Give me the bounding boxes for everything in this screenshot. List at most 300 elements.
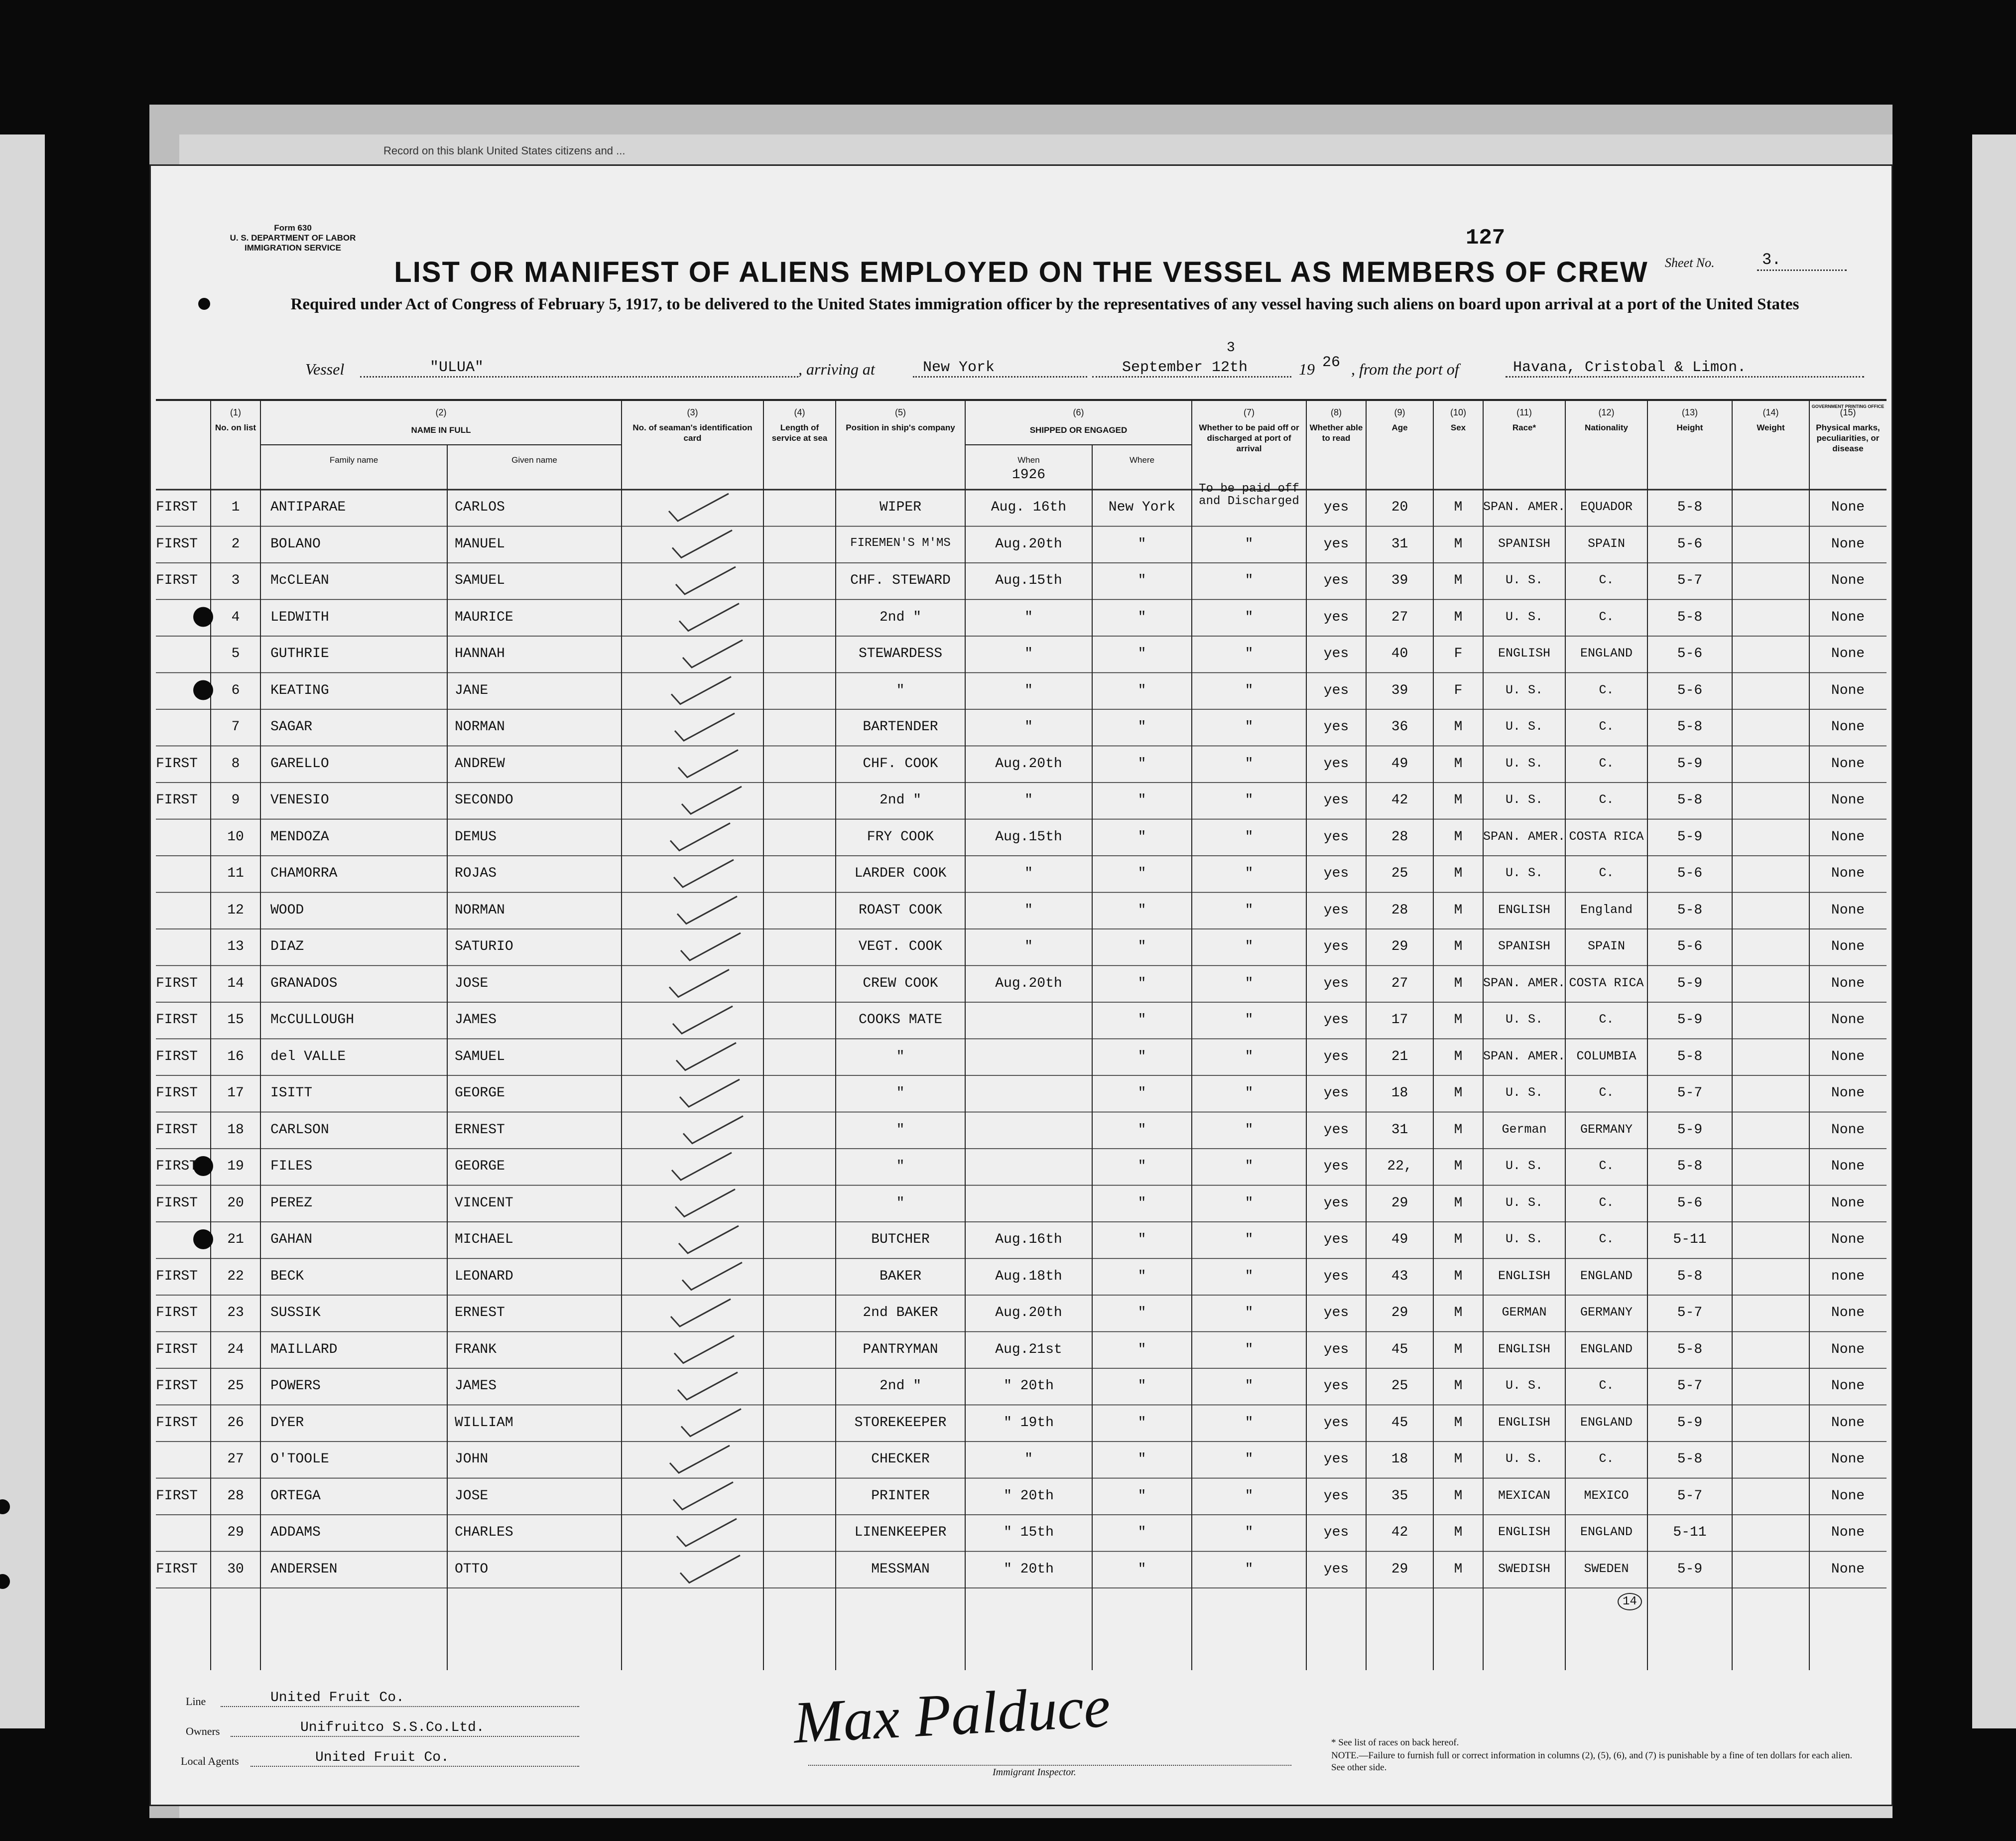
cell-height: 5-6 bbox=[1677, 939, 1703, 954]
cell-marks: None bbox=[1831, 1561, 1865, 1577]
cell-sex: M bbox=[1454, 1268, 1463, 1284]
shipped-year: 1926 bbox=[1011, 467, 1046, 483]
cell-family: KEATING bbox=[270, 682, 329, 698]
col-label-c13: Height bbox=[1676, 423, 1703, 432]
cell-nat: MEXICO bbox=[1584, 1488, 1629, 1503]
col-num-c12: (12) bbox=[1598, 407, 1615, 417]
cell-given: ERNEST bbox=[455, 1305, 505, 1320]
cell-paid: " bbox=[1245, 1415, 1254, 1431]
checkmark-icon bbox=[672, 530, 732, 558]
cell-paid: " bbox=[1245, 866, 1254, 881]
cell-given: NORMAN bbox=[455, 719, 505, 735]
cell-age: 20 bbox=[1391, 500, 1408, 515]
inspector-signature: Max Palduce bbox=[791, 1673, 1112, 1756]
cell-race: SPAN. AMER. bbox=[1483, 500, 1566, 514]
cell-age: 31 bbox=[1391, 1122, 1408, 1138]
cell-height: 5-6 bbox=[1677, 646, 1703, 661]
cell-marks: None bbox=[1831, 1049, 1865, 1064]
cell-mark: FIRST bbox=[156, 1268, 198, 1284]
cell-nat: SPAIN bbox=[1587, 939, 1625, 953]
cell-sex: M bbox=[1454, 719, 1463, 735]
cell-pos: " bbox=[896, 1195, 905, 1211]
cell-race: U. S. bbox=[1505, 1451, 1543, 1466]
cell-family: BOLANO bbox=[270, 536, 321, 552]
cell-pos: " bbox=[896, 1122, 905, 1138]
from-line bbox=[1506, 376, 1864, 378]
arriving-port: New York bbox=[923, 359, 995, 376]
cell-read: yes bbox=[1323, 1085, 1349, 1101]
cell-race: SPAN. AMER. bbox=[1483, 975, 1566, 990]
col-label-c3: No. of seaman's identification card bbox=[632, 423, 753, 443]
cell-nat: C. bbox=[1599, 756, 1614, 771]
cell-nat: C. bbox=[1599, 719, 1614, 734]
checkmark-icon bbox=[675, 713, 735, 741]
line-underline bbox=[221, 1706, 579, 1707]
cell-pos: CHF. COOK bbox=[863, 756, 938, 772]
cell-sex: M bbox=[1454, 500, 1463, 515]
cell-sex: M bbox=[1454, 1122, 1463, 1138]
cell-no: 9 bbox=[231, 792, 240, 808]
cell-race: U. S. bbox=[1505, 573, 1543, 587]
cell-age: 29 bbox=[1391, 1195, 1408, 1211]
cell-family: ORTEGA bbox=[270, 1488, 321, 1504]
cell-marks: None bbox=[1831, 1159, 1865, 1174]
cell-race: ENGLISH bbox=[1498, 1268, 1551, 1283]
cell-paid: " bbox=[1245, 1378, 1254, 1394]
checkmark-icon bbox=[673, 1006, 733, 1034]
cell-given: JOSE bbox=[455, 1488, 489, 1504]
cell-no: 12 bbox=[227, 902, 244, 918]
col-label-c14: Weight bbox=[1757, 423, 1785, 432]
cell-nat: C. bbox=[1599, 573, 1614, 587]
cell-nat: C. bbox=[1599, 1378, 1614, 1393]
cell-where: " bbox=[1137, 1415, 1146, 1431]
cell-family: FILES bbox=[270, 1159, 313, 1174]
checkmark-icon bbox=[682, 787, 742, 814]
cell-age: 49 bbox=[1391, 1232, 1408, 1247]
cell-age: 28 bbox=[1391, 902, 1408, 918]
cell-read: yes bbox=[1323, 609, 1349, 625]
cell-height: 5-6 bbox=[1677, 866, 1703, 881]
cell-marks: None bbox=[1831, 902, 1865, 918]
col-label-c15: Physical marks, peculiarities, or disease bbox=[1816, 423, 1880, 453]
cell-height: 5-6 bbox=[1677, 682, 1703, 698]
cell-read: yes bbox=[1323, 1159, 1349, 1174]
cell-where: " bbox=[1137, 1049, 1146, 1064]
cell-given: JANE bbox=[455, 682, 489, 698]
cell-sex: M bbox=[1454, 1561, 1463, 1577]
checkmark-icon bbox=[683, 640, 743, 667]
cell-given: SATURIO bbox=[455, 939, 513, 954]
cell-marks: None bbox=[1831, 756, 1865, 772]
col-label-where: Where bbox=[1129, 455, 1155, 465]
cell-race: ENGLISH bbox=[1498, 646, 1551, 660]
cell-pos: 2nd BAKER bbox=[863, 1305, 938, 1320]
cell-race: MEXICAN bbox=[1498, 1488, 1551, 1503]
cell-age: 42 bbox=[1391, 1525, 1408, 1540]
checkmark-icon bbox=[679, 604, 739, 631]
cell-paid: " bbox=[1245, 975, 1254, 991]
printing-office-note: GOVERNMENT PRINTING OFFICE bbox=[1811, 404, 1885, 409]
cell-given: MAURICE bbox=[455, 609, 513, 625]
checkmark-icon bbox=[669, 970, 729, 997]
cell-where: " bbox=[1137, 1525, 1146, 1540]
cell-paid: " bbox=[1245, 1122, 1254, 1138]
cell-read: yes bbox=[1323, 1012, 1349, 1028]
col-label-family: Family name bbox=[329, 455, 378, 465]
cell-pos: ROAST COOK bbox=[858, 902, 943, 918]
cell-no: 14 bbox=[227, 975, 244, 991]
cell-sex: M bbox=[1454, 1159, 1463, 1174]
cell-race: U. S. bbox=[1505, 756, 1543, 771]
cell-height: 5-11 bbox=[1673, 1525, 1707, 1540]
cell-when: " 20th bbox=[1004, 1488, 1054, 1504]
cell-family: ANDERSEN bbox=[270, 1561, 338, 1577]
arrival-date: September 12th bbox=[1122, 359, 1248, 376]
col-num-c8: (8) bbox=[1331, 407, 1342, 417]
cell-mark: FIRST bbox=[156, 1415, 198, 1431]
checkmark-icon bbox=[673, 1482, 733, 1510]
cell-read: yes bbox=[1323, 719, 1349, 735]
cell-given: FRANK bbox=[455, 1341, 497, 1357]
col-label-c2: NAME IN FULL bbox=[411, 425, 471, 435]
cell-marks: None bbox=[1831, 1195, 1865, 1211]
cell-race: U. S. bbox=[1505, 1195, 1543, 1210]
cell-read: yes bbox=[1323, 866, 1349, 881]
agents-label: Local Agents bbox=[181, 1755, 239, 1767]
cell-given: JAMES bbox=[455, 1012, 497, 1028]
cell-height: 5-8 bbox=[1677, 1451, 1703, 1467]
cell-mark: FIRST bbox=[156, 1195, 198, 1211]
form-number: Form 630 bbox=[274, 223, 312, 233]
cell-where: " bbox=[1137, 1341, 1146, 1357]
cell-family: GUTHRIE bbox=[270, 646, 329, 661]
cell-paid: " bbox=[1245, 902, 1254, 918]
cell-when: Aug.21st bbox=[995, 1341, 1062, 1357]
cell-sex: M bbox=[1454, 1378, 1463, 1394]
cell-no: 21 bbox=[227, 1232, 244, 1247]
manifest-sheet bbox=[149, 164, 1893, 1806]
cell-when: Aug.18th bbox=[995, 1268, 1062, 1284]
cell-sex: M bbox=[1454, 902, 1463, 918]
cell-read: yes bbox=[1323, 1451, 1349, 1467]
col-num-c14: (14) bbox=[1763, 407, 1779, 417]
top-note: Record on this blank United States citizens and ... bbox=[383, 144, 626, 157]
cell-mark: FIRST bbox=[156, 573, 198, 588]
col-num-c13: (13) bbox=[1681, 407, 1698, 417]
cell-when: Aug.20th bbox=[995, 756, 1062, 772]
adjacent-page-right bbox=[1972, 134, 2016, 1728]
cell-height: 5-9 bbox=[1677, 975, 1703, 991]
cell-pos: BUTCHER bbox=[871, 1232, 930, 1247]
cell-nat: C. bbox=[1599, 1451, 1614, 1466]
cell-read: yes bbox=[1323, 500, 1349, 515]
cell-read: yes bbox=[1323, 1341, 1349, 1357]
cell-family: McCULLOUGH bbox=[270, 1012, 355, 1028]
cell-no: 26 bbox=[227, 1415, 244, 1431]
cell-given: LEONARD bbox=[455, 1268, 513, 1284]
cell-where: " bbox=[1137, 1085, 1146, 1101]
col-num-c15: (15) bbox=[1840, 407, 1856, 417]
cell-marks: None bbox=[1831, 829, 1865, 845]
checkmark-icon bbox=[678, 750, 738, 778]
checkmark-icon bbox=[683, 1116, 743, 1144]
cell-when: " 15th bbox=[1004, 1525, 1054, 1540]
cell-read: yes bbox=[1323, 792, 1349, 808]
cell-age: 49 bbox=[1391, 756, 1408, 772]
cell-pos: MESSMAN bbox=[871, 1561, 930, 1577]
cell-pos: VEGT. COOK bbox=[858, 939, 943, 954]
cell-age: 35 bbox=[1391, 1488, 1408, 1504]
cell-pos: COOKS MATE bbox=[858, 1012, 943, 1028]
checkmark-icon bbox=[669, 494, 729, 521]
cell-pos: FIREMEN'S M'MS bbox=[850, 536, 951, 550]
col-num-c11: (11) bbox=[1516, 407, 1532, 417]
cell-marks: None bbox=[1831, 1451, 1865, 1467]
cell-read: yes bbox=[1323, 1232, 1349, 1247]
checkmark-icon bbox=[675, 1189, 735, 1217]
cell-pos: LARDER COOK bbox=[854, 866, 947, 881]
cell-pos: FRY COOK bbox=[867, 829, 934, 845]
cell-age: 25 bbox=[1391, 1378, 1408, 1394]
cell-no: 5 bbox=[231, 646, 240, 661]
cell-no: 25 bbox=[227, 1378, 244, 1394]
cell-read: yes bbox=[1323, 902, 1349, 918]
cell-given: NORMAN bbox=[455, 902, 505, 918]
cell-where: " bbox=[1137, 609, 1146, 625]
cell-race: SPANISH bbox=[1498, 939, 1551, 953]
cell-when: " bbox=[1024, 939, 1033, 954]
cell-paid: " bbox=[1245, 1268, 1254, 1284]
arriving-line bbox=[913, 376, 1087, 378]
cell-paid: " bbox=[1245, 792, 1254, 808]
cell-height: 5-8 bbox=[1677, 1268, 1703, 1284]
col-num-c2: (2) bbox=[435, 407, 447, 417]
cell-nat: ENGLAND bbox=[1580, 1415, 1633, 1430]
cell-family: ADDAMS bbox=[270, 1525, 321, 1540]
cell-where: " bbox=[1137, 939, 1146, 954]
cell-paid: " bbox=[1245, 1159, 1254, 1174]
cell-given: DEMUS bbox=[455, 829, 497, 845]
adjacent-page-left bbox=[0, 134, 45, 1728]
col-label-c12: Nationality bbox=[1585, 423, 1628, 432]
cell-height: 5-7 bbox=[1677, 1488, 1703, 1504]
department: U. S. DEPARTMENT OF LABOR bbox=[230, 233, 356, 243]
form-info bbox=[218, 223, 368, 253]
cell-height: 5-11 bbox=[1673, 1232, 1707, 1247]
cell-read: yes bbox=[1323, 1195, 1349, 1211]
cell-race: SPANISH bbox=[1498, 536, 1551, 551]
cell-age: 29 bbox=[1391, 939, 1408, 954]
checkmark-icon bbox=[680, 1556, 740, 1583]
checkmark-icon bbox=[677, 897, 737, 924]
col-num-c1: (1) bbox=[230, 407, 241, 417]
cell-paid: " bbox=[1245, 939, 1254, 954]
cell-given: SAMUEL bbox=[455, 573, 505, 588]
owners-label: Owners bbox=[186, 1725, 220, 1737]
cell-read: yes bbox=[1323, 756, 1349, 772]
cell-given: CARLOS bbox=[455, 500, 505, 515]
cell-when: " bbox=[1024, 1451, 1033, 1467]
cell-sex: M bbox=[1454, 1305, 1463, 1320]
cell-race: U. S. bbox=[1505, 1085, 1543, 1100]
cell-marks: None bbox=[1831, 1415, 1865, 1431]
checkmark-icon bbox=[670, 1446, 730, 1473]
cell-given: OTTO bbox=[455, 1561, 489, 1577]
inspector-label: Immigrant Inspector. bbox=[993, 1767, 1076, 1778]
cell-nat: GERMANY bbox=[1580, 1122, 1633, 1137]
cell-nat: C. bbox=[1599, 682, 1614, 697]
col-label-given: Given name bbox=[511, 455, 557, 465]
cell-sex: M bbox=[1454, 792, 1463, 808]
cell-paid: " bbox=[1245, 719, 1254, 735]
cell-given: ERNEST bbox=[455, 1122, 505, 1138]
cell-pos: 2nd " bbox=[879, 792, 921, 808]
cell-sex: M bbox=[1454, 756, 1463, 772]
cell-sex: M bbox=[1454, 1341, 1463, 1357]
col-num-c10: (10) bbox=[1450, 407, 1466, 417]
cell-mark: FIRST bbox=[156, 1341, 198, 1357]
cell-paid: " bbox=[1245, 1232, 1254, 1247]
checkmark-icon bbox=[671, 677, 731, 704]
cell-height: 5-6 bbox=[1677, 536, 1703, 552]
cell-height: 5-8 bbox=[1677, 1159, 1703, 1174]
col-label-c4: Length of service at sea bbox=[771, 423, 828, 443]
cell-race: U. S. bbox=[1505, 792, 1543, 807]
checkmark-icon bbox=[671, 1299, 731, 1326]
cell-age: 43 bbox=[1391, 1268, 1408, 1284]
cell-when: " 19th bbox=[1004, 1415, 1054, 1431]
cell-no: 28 bbox=[227, 1488, 244, 1504]
cell-age: 36 bbox=[1391, 719, 1408, 735]
cell-read: yes bbox=[1323, 646, 1349, 661]
cell-where: " bbox=[1137, 902, 1146, 918]
cell-age: 27 bbox=[1391, 975, 1408, 991]
cell-family: O'TOOLE bbox=[270, 1451, 329, 1467]
cell-nat: SWEDEN bbox=[1584, 1561, 1629, 1576]
cell-race: ENGLISH bbox=[1498, 902, 1551, 917]
cell-read: yes bbox=[1323, 573, 1349, 588]
cell-mark: FIRST bbox=[156, 1012, 198, 1028]
cell-mark: FIRST bbox=[156, 1049, 198, 1064]
col-label-c9: Age bbox=[1391, 423, 1408, 432]
cell-race: ENGLISH bbox=[1498, 1341, 1551, 1356]
cell-race: SPAN. AMER. bbox=[1483, 1049, 1566, 1063]
race-note: * See list of races on back hereof. bbox=[1331, 1737, 1459, 1748]
cell-sex: M bbox=[1454, 609, 1463, 625]
cell-family: GRANADOS bbox=[270, 975, 338, 991]
cell-age: 39 bbox=[1391, 682, 1408, 698]
cell-race: U. S. bbox=[1505, 609, 1543, 624]
cell-race: U. S. bbox=[1505, 1378, 1543, 1393]
cell-pos: " bbox=[896, 1085, 905, 1101]
cell-marks: None bbox=[1831, 719, 1865, 735]
cell-race: U. S. bbox=[1505, 719, 1543, 734]
agents-underline bbox=[251, 1766, 579, 1767]
cell-nat: C. bbox=[1599, 792, 1614, 807]
cell-marks: None bbox=[1831, 975, 1865, 991]
cell-mark: FIRST bbox=[156, 1305, 198, 1320]
cell-marks: None bbox=[1831, 1378, 1865, 1394]
cell-no: 11 bbox=[227, 866, 244, 881]
cell-given: SAMUEL bbox=[455, 1049, 505, 1064]
cell-marks: None bbox=[1831, 500, 1865, 515]
cell-nat: GERMANY bbox=[1580, 1305, 1633, 1319]
cell-no: 19 bbox=[227, 1159, 244, 1174]
cell-age: 27 bbox=[1391, 609, 1408, 625]
cell-sex: M bbox=[1454, 975, 1463, 991]
cell-when: Aug.20th bbox=[995, 536, 1062, 552]
cell-height: 5-8 bbox=[1677, 609, 1703, 625]
cell-marks: None bbox=[1831, 573, 1865, 588]
cell-family: CARLSON bbox=[270, 1122, 329, 1138]
cell-paid: To be paid off and Discharged bbox=[1199, 482, 1299, 508]
cell-when: " bbox=[1024, 902, 1033, 918]
cell-no: 8 bbox=[231, 756, 240, 772]
cell-pos: LINENKEEPER bbox=[854, 1525, 947, 1540]
cell-height: 5-7 bbox=[1677, 1085, 1703, 1101]
cell-nat: C. bbox=[1599, 866, 1614, 880]
cell-where: New York bbox=[1108, 500, 1176, 515]
cell-pos: CHF. STEWARD bbox=[850, 573, 951, 588]
cell-race: ENGLISH bbox=[1498, 1415, 1551, 1430]
sheet-number: 3. bbox=[1762, 251, 1781, 269]
cell-read: yes bbox=[1323, 1268, 1349, 1284]
cell-no: 16 bbox=[227, 1049, 244, 1064]
cell-given: GEORGE bbox=[455, 1159, 505, 1174]
cell-where: " bbox=[1137, 975, 1146, 991]
cell-race: SPAN. AMER. bbox=[1483, 829, 1566, 844]
cell-pos: PANTRYMAN bbox=[863, 1341, 938, 1357]
cell-height: 5-8 bbox=[1677, 500, 1703, 515]
cell-where: " bbox=[1137, 1232, 1146, 1247]
cell-family: WOOD bbox=[270, 902, 304, 918]
checkmark-icon bbox=[674, 860, 734, 887]
cell-no: 3 bbox=[231, 573, 240, 588]
cell-marks: None bbox=[1831, 792, 1865, 808]
col-num-c6: (6) bbox=[1073, 407, 1084, 417]
cell-where: " bbox=[1137, 1305, 1146, 1320]
cell-given: CHARLES bbox=[455, 1525, 513, 1540]
cell-pos: BARTENDER bbox=[863, 719, 938, 735]
checkmark-icon bbox=[682, 1263, 742, 1290]
cell-pos: CREW COOK bbox=[863, 975, 938, 991]
line-value: United Fruit Co. bbox=[270, 1690, 404, 1706]
cell-paid: " bbox=[1245, 682, 1254, 698]
cell-pos: STEWARDESS bbox=[858, 646, 943, 661]
cell-sex: M bbox=[1454, 1488, 1463, 1504]
checkmark-icon bbox=[677, 1519, 737, 1546]
cell-nat: C. bbox=[1599, 1232, 1614, 1246]
cell-mark: FIRST bbox=[156, 792, 198, 808]
cell-age: 21 bbox=[1391, 1049, 1408, 1064]
count-note: 14 bbox=[1618, 1593, 1642, 1610]
cell-family: POWERS bbox=[270, 1378, 321, 1394]
year-label: 19 bbox=[1299, 360, 1315, 378]
col-num-c3: (3) bbox=[687, 407, 698, 417]
cell-where: " bbox=[1137, 1159, 1146, 1174]
cell-age: 45 bbox=[1391, 1341, 1408, 1357]
cell-marks: None bbox=[1831, 1122, 1865, 1138]
cell-no: 6 bbox=[231, 682, 240, 698]
col-label-c8: Whether able to read bbox=[1309, 423, 1363, 443]
cell-sex: M bbox=[1454, 866, 1463, 881]
col-num-c9: (9) bbox=[1394, 407, 1405, 417]
cell-where: " bbox=[1137, 1561, 1146, 1577]
col-label-when: When bbox=[1017, 455, 1040, 465]
cell-paid: " bbox=[1245, 536, 1254, 552]
cell-read: yes bbox=[1323, 1415, 1349, 1431]
